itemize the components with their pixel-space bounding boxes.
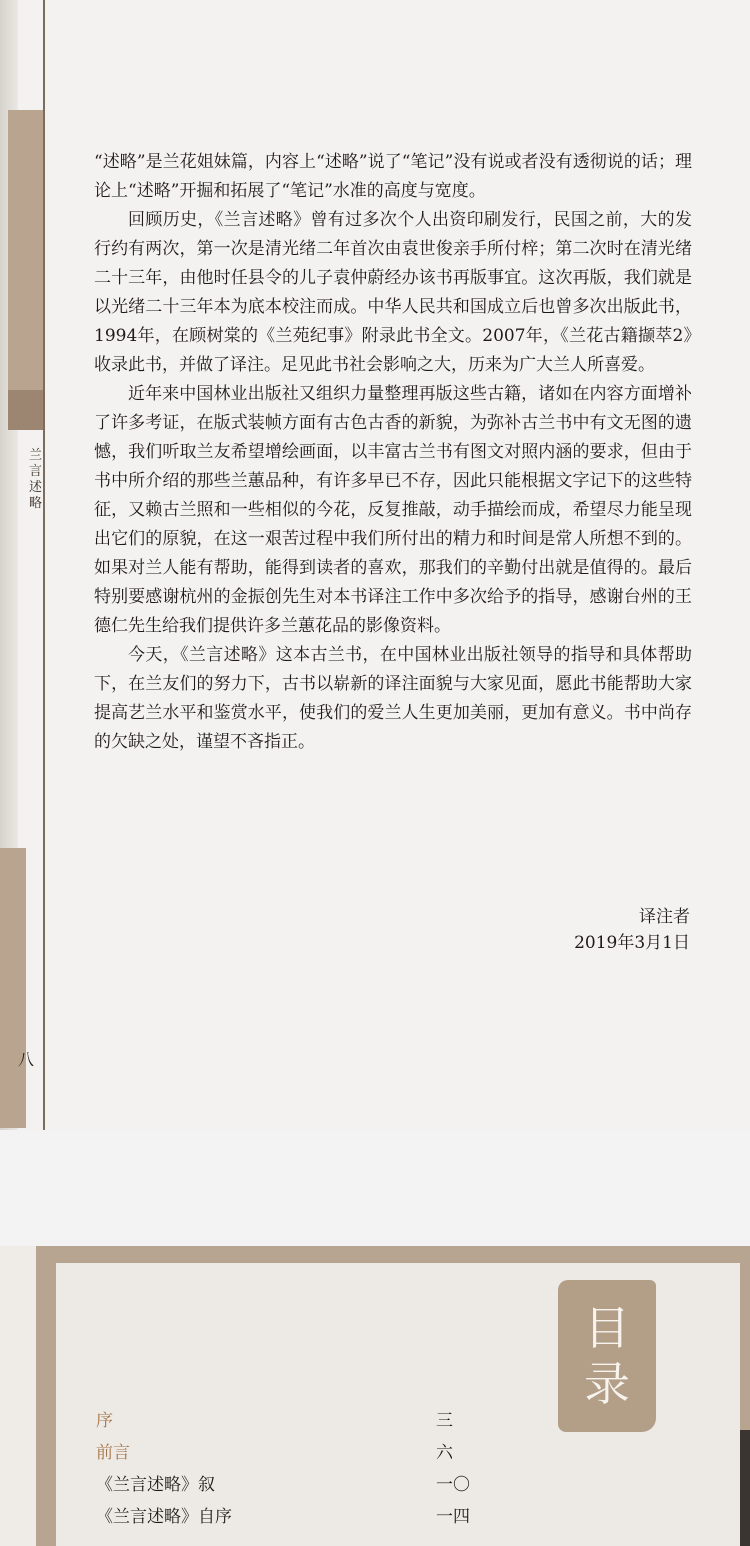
signoff-date: 2019年3月1日 [574,933,690,953]
toc-entry-title: 《兰言述略》自序 [96,1507,232,1527]
paragraph-1: “述略”是兰花姐妹篇，内容上“述略”说了“笔记”没有说或者没有透彻说的话；理论上“述略”开掘和拓展了“笔记”水准的高度与宽度。 [94,152,692,201]
toc-entry[interactable] [96,1406,476,1438]
page-number: 八 [18,1050,35,1069]
margin-rule [43,0,45,1130]
page-gap [0,1130,750,1246]
paragraph-2: 回顾历史，《兰言述略》曾有过多次个人出资印刷发行，民国之前，大的发行约有两次，第一次是清光绪二年首次由袁世俊亲手所付梓；第二次时在清光绪二十三年，由他时任县令的儿子袁仲蔚经办该书再版事宜。这次再版，我们就是以光绪二十三年本为底本校注而成。中华人民共和国成立后也曾多次出版此书，1994年，在顾树棠的《兰苑纪事》附录此书全文。2007年，《兰花古籍撷萃2》收录此书，并做了译注。足见此书社会影响之大，历来为广大兰人所喜爱。 [94,210,692,375]
toc-entry-page: 一四 [436,1507,470,1527]
side-tab-upper [8,110,44,430]
running-head: 兰言述略 [28,448,43,511]
table-of-contents [96,1406,476,1534]
side-tab-notch [8,390,44,430]
toc-entry-title: 序 [96,1411,113,1431]
paragraph-3: 近年来中国林业出版社又组织力量整理再版这些古籍，诸如在内容方面增补了许多考证，在版式装帧方面有古色古香的新貌，为弥补古兰书中有文无图的遗憾，我们听取兰友希望增绘画面，以丰富古兰书有图文对照内涵的要求，但由于书中所介绍的那些兰蕙品种，有许多早已不存，因此只能根据文字记下的这些特征，又赖古兰照和一些相似的今花，反复推敲，动手描绘而成，希望尽力能呈现出它们的原貌，在这一艰苦过程中我们所付出的精力和时间是常人所想不到的。如果对兰人能有帮助，能得到读者的喜欢，那我们的辛勤付出就是值得的。最后特别要感谢杭州的金振创先生对本书译注工作中多次给予的指导，感谢台州的王德仁先生给我们提供许多兰蕙花品的影像资料。 [94,384,692,636]
paragraph-4: 今天，《兰言述略》这本古兰书，在中国林业出版社领导的指导和具体帮助下，在兰友们的努力下，古书以崭新的译注面貌与大家见面，愿此书能帮助大家提高艺兰水平和鉴赏水平，使我们的爱兰人生更加美丽，更加有意义。书中尚存的欠缺之处，谨望不吝指正。 [94,645,692,752]
toc-entry[interactable] [96,1470,476,1502]
seal-char-1: 目 [584,1301,630,1355]
signoff-author: 译注者 [639,907,690,927]
page-edge-shadow [740,1430,750,1546]
body-text [94,148,692,757]
contents-seal [558,1280,656,1432]
toc-entry[interactable] [96,1438,476,1470]
toc-entry-title: 前言 [96,1443,130,1463]
toc-entry-title: 《兰言述略》叙 [96,1475,215,1495]
toc-entry-page: 六 [436,1443,453,1463]
signoff [574,904,690,956]
side-tab-lower [0,848,26,1128]
toc-entry-page: 一〇 [436,1475,470,1495]
toc-entry[interactable] [96,1502,476,1534]
seal-char-2: 录 [584,1357,630,1411]
toc-entry-page: 三 [436,1411,453,1431]
